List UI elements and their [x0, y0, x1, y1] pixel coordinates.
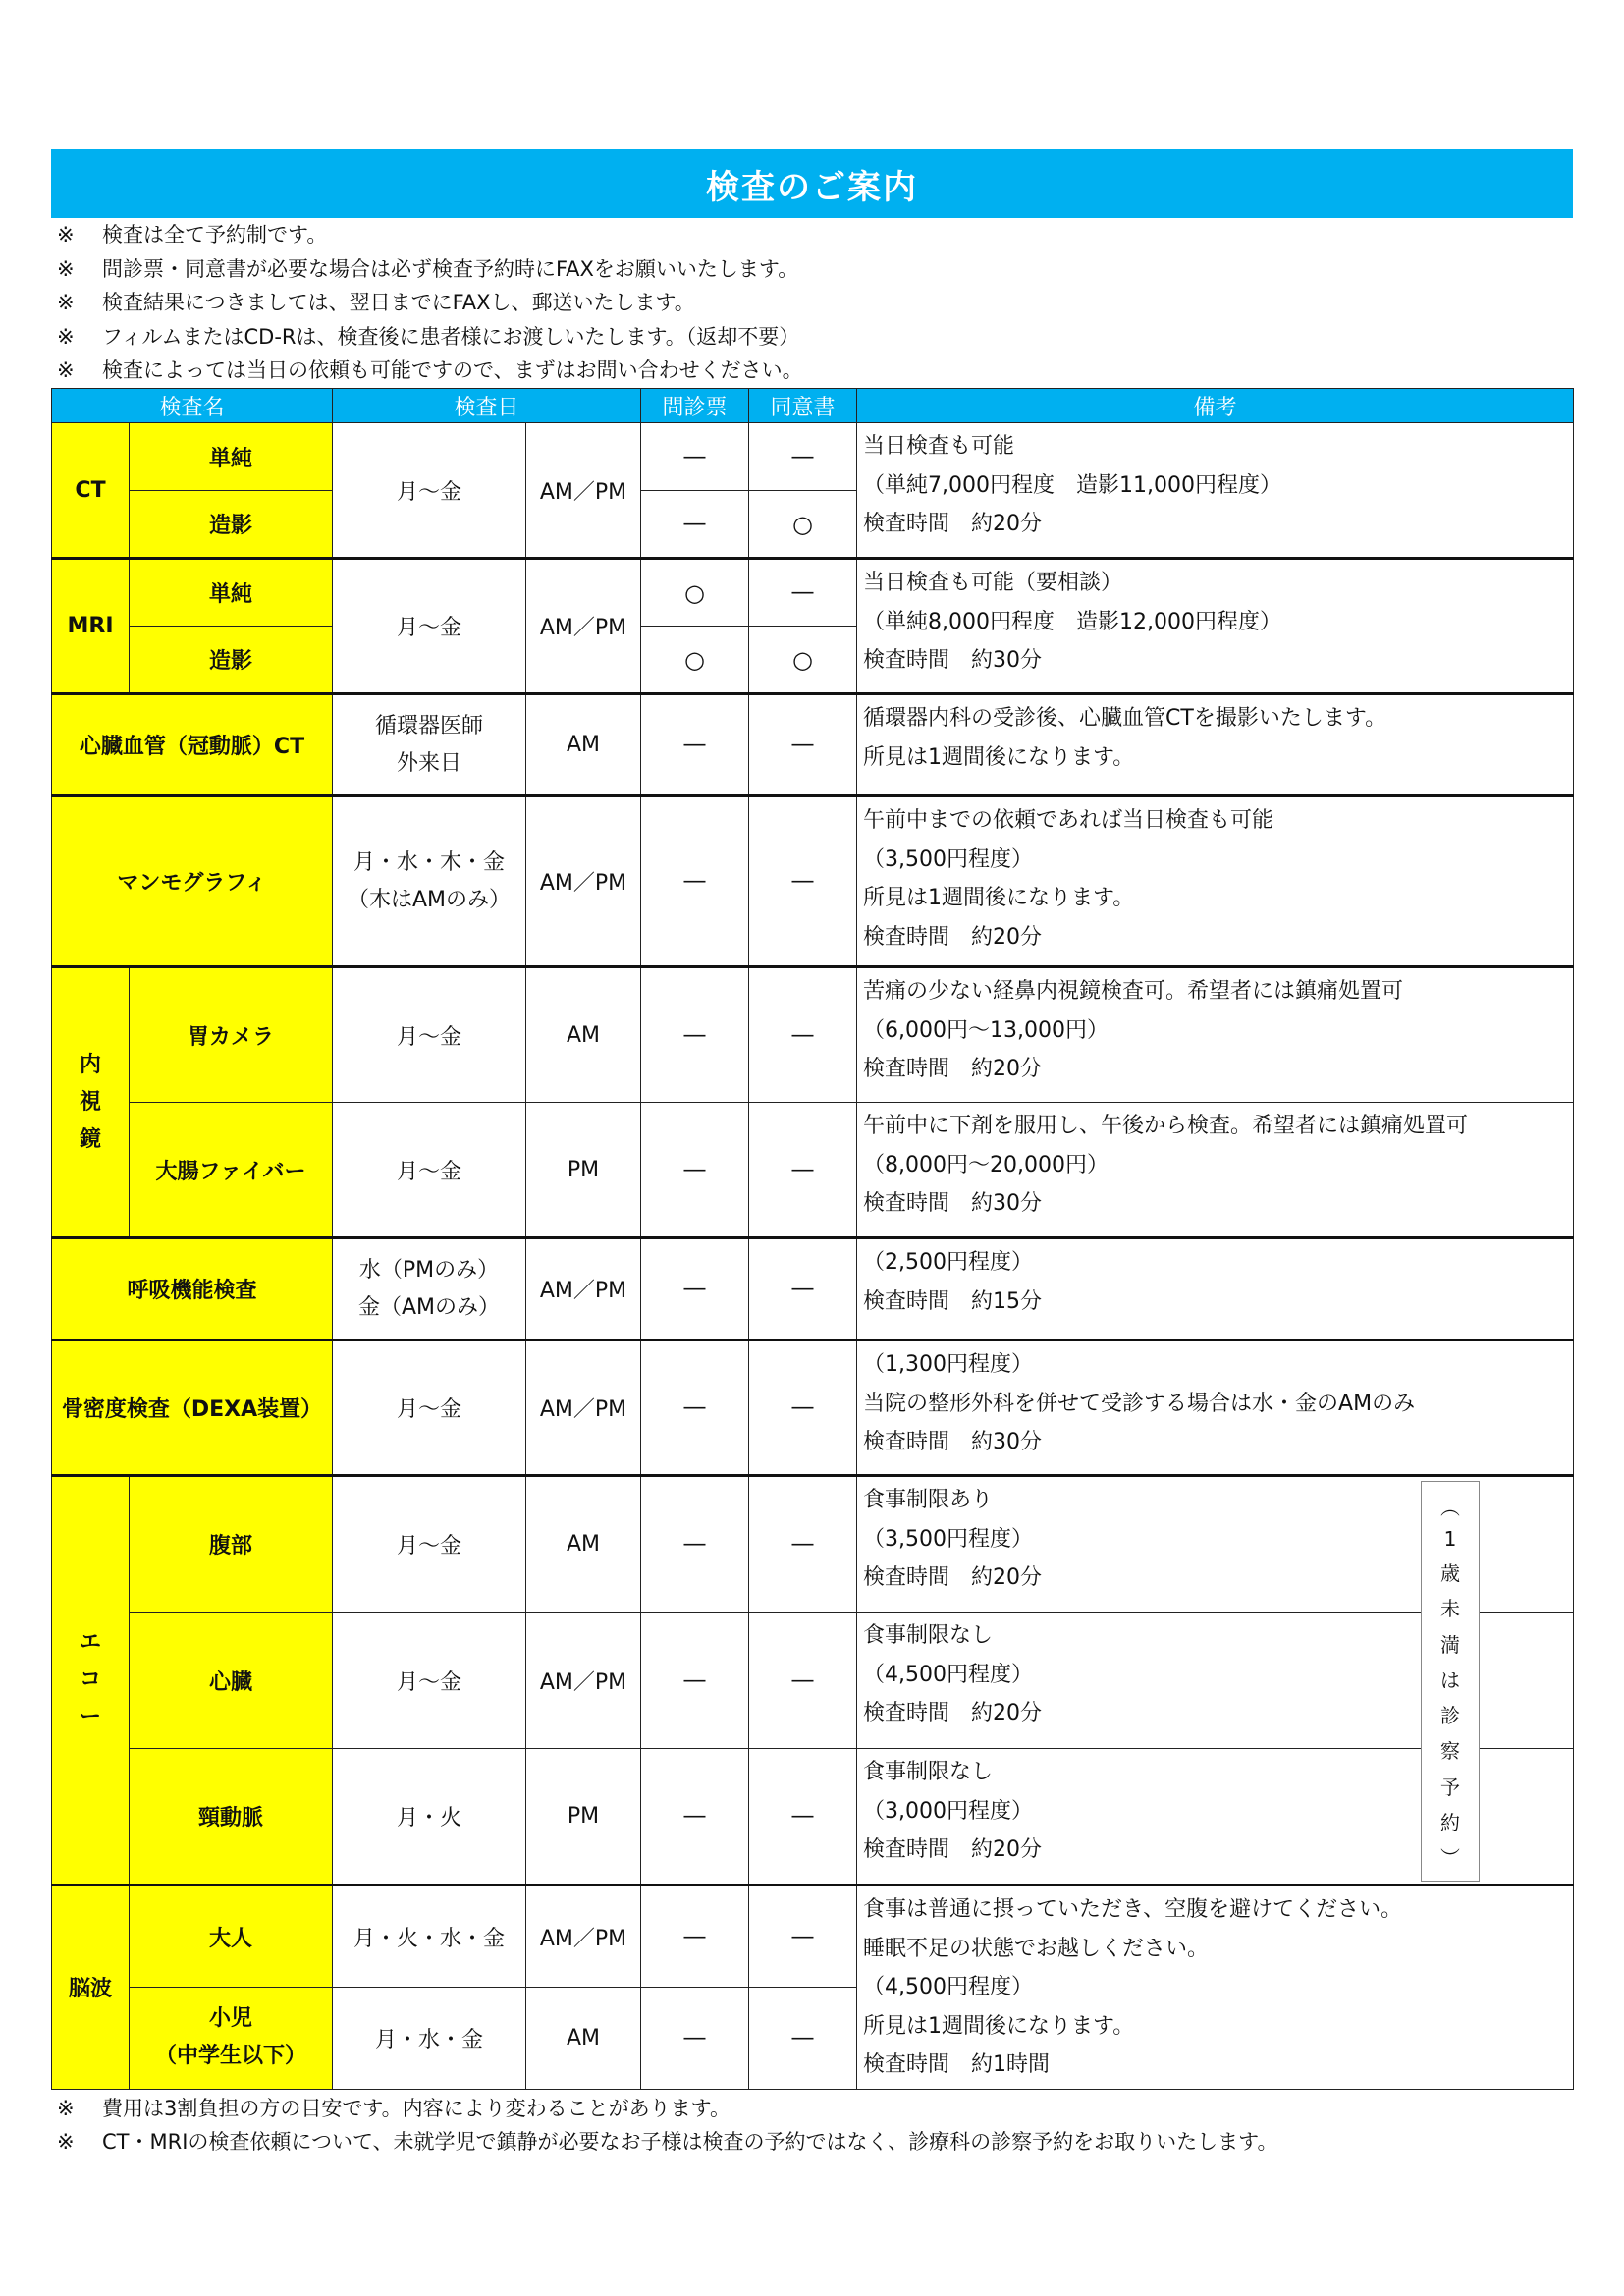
mri-contrast: 造影	[130, 627, 333, 694]
table-row	[52, 967, 1574, 1103]
table-row	[52, 1749, 1574, 1886]
echo-abdomen-name: 腹部	[130, 1476, 333, 1613]
cardiac-ct-remarks: 循環器内科の受診後、心臓血管CTを撮影いたします。 所見は1週間後になります。	[857, 694, 1574, 796]
note-item: ※ 検査結果につきましては、翌日までにFAXし、郵送いたします。	[57, 291, 695, 314]
eeg-child-time: AM	[526, 1988, 641, 2089]
mri-contrast-questionnaire: ○	[641, 627, 749, 694]
ct-time: AM／PM	[526, 423, 641, 559]
eeg-adult-consent: ―	[749, 1886, 857, 1988]
mammo-days: 月・水・木・金 （木はAMのみ）	[333, 796, 526, 967]
table-row	[52, 1340, 1574, 1476]
note-item: ※ 費用は3割負担の方の目安です。内容により変わることがあります。	[57, 2097, 731, 2120]
table-row	[52, 796, 1574, 967]
mri-contrast-consent: ○	[749, 627, 857, 694]
table-row	[52, 1886, 1574, 1988]
mammo-questionnaire: ―	[641, 796, 749, 967]
mri-time: AM／PM	[526, 559, 641, 694]
eeg-adult-name: 大人	[130, 1886, 333, 1988]
colon-name: 大腸ファイバー	[130, 1103, 333, 1238]
echo-heart-days: 月～金	[333, 1613, 526, 1749]
respiratory-questionnaire: ―	[641, 1238, 749, 1340]
echo-carotid-name: 頸動脈	[130, 1749, 333, 1886]
group-endoscopy: 内 視 鏡	[52, 967, 130, 1238]
table-row	[52, 423, 1574, 491]
ct-simple: 単純	[130, 423, 333, 491]
eeg-adult-questionnaire: ―	[641, 1886, 749, 1988]
cardiac-ct-questionnaire: ―	[641, 694, 749, 796]
ct-contrast-questionnaire: ―	[641, 491, 749, 559]
echo-abdomen-remarks: 食事制限あり （3,500円程度） 検査時間 約20分	[857, 1476, 1574, 1613]
gastro-time: AM	[526, 967, 641, 1103]
cardiac-ct-time: AM	[526, 694, 641, 796]
echo-abdomen-days: 月～金	[333, 1476, 526, 1613]
gastro-remarks: 苦痛の少ない経鼻内視鏡検査可。希望者には鎮痛処置可 （6,000円～13,000円） 検査時間 約20分	[857, 967, 1574, 1103]
respiratory-name: 呼吸機能検査	[52, 1238, 333, 1340]
bone-consent: ―	[749, 1340, 857, 1476]
echo-abdomen-questionnaire: ―	[641, 1476, 749, 1613]
echo-carotid-questionnaire: ―	[641, 1749, 749, 1886]
note-item: ※ フィルムまたはCD-Rは、検査後に患者様にお渡しいたします。（返却不要）	[57, 324, 800, 349]
ct-simple-questionnaire: ―	[641, 423, 749, 491]
echo-heart-consent: ―	[749, 1613, 857, 1749]
ct-contrast: 造影	[130, 491, 333, 559]
header-questionnaire: 問診票	[641, 389, 749, 423]
note-item: ※ 検査によっては当日の依頼も可能ですので、まずはお問い合わせください。	[57, 358, 803, 382]
page-title: 検査のご案内	[51, 149, 1573, 218]
echo-carotid-days: 月・火	[333, 1749, 526, 1886]
note-item: ※ 問診票・同意書が必要な場合は必ず検査予約時にFAXをお願いいたします。	[57, 256, 799, 281]
bone-days: 月～金	[333, 1340, 526, 1476]
mammo-remarks: 午前中までの依頼であれば当日検査も可能 （3,500円程度） 所見は1週間後になります。 検査時間 約20分	[857, 796, 1574, 967]
ct-days: 月～金	[333, 423, 526, 559]
bone-remarks: （1,300円程度） 当院の整形外科を併せて受診する場合は水・金のAMのみ 検査時間 約30分	[857, 1340, 1574, 1476]
group-eeg: 脳波	[52, 1886, 130, 2090]
mammo-consent: ―	[749, 796, 857, 967]
group-echo: エ コ ー	[52, 1476, 130, 1886]
group-mri: MRI	[52, 559, 130, 694]
colon-consent: ―	[749, 1103, 857, 1238]
echo-carotid-time: PM	[526, 1749, 641, 1886]
table-row	[52, 1476, 1574, 1613]
echo-heart-remarks: 食事制限なし （4,500円程度） 検査時間 約20分	[857, 1613, 1574, 1749]
cardiac-ct-consent: ―	[749, 694, 857, 796]
colon-questionnaire: ―	[641, 1103, 749, 1238]
eeg-adult-days: 月・火・水・金	[333, 1886, 526, 1988]
echo-abdomen-time: AM	[526, 1476, 641, 1613]
bone-name: 骨密度検査（DEXA装置）	[52, 1340, 333, 1476]
cardiac-ct-name: 心臓血管（冠動脈）CT	[52, 694, 333, 796]
header-exam-date: 検査日	[333, 389, 641, 423]
table-row	[52, 1103, 1574, 1238]
header-exam-name: 検査名	[52, 389, 333, 423]
respiratory-days: 水（PMのみ） 金（AMのみ）	[333, 1238, 526, 1340]
echo-age-note: ︵ 1 歳 未 満 は 診 察 予 約 ︶	[1421, 1481, 1480, 1882]
ct-contrast-consent: ○	[749, 491, 857, 559]
colon-days: 月～金	[333, 1103, 526, 1238]
gastro-name: 胃カメラ	[130, 967, 333, 1103]
echo-heart-name: 心臓	[130, 1613, 333, 1749]
echo-heart-time: AM／PM	[526, 1613, 641, 1749]
table-row	[52, 694, 1574, 796]
eeg-child-name: 小児 （中学生以下）	[130, 1988, 333, 2089]
footer-notes	[57, 2092, 1589, 2159]
eeg-adult-time: AM／PM	[526, 1886, 641, 1988]
eeg-remarks: 食事は普通に摂っていただき、空腹を避けてください。 睡眠不足の状態でお越しください。 （4,500円程度） 所見は1週間後になります。 検査時間 約1時間	[857, 1886, 1574, 2090]
echo-carotid-consent: ―	[749, 1749, 857, 1886]
table-header-row	[52, 389, 1574, 423]
respiratory-remarks: （2,500円程度） 検査時間 約15分	[857, 1238, 1574, 1340]
gastro-consent: ―	[749, 967, 857, 1103]
note-item: ※ 検査は全て予約制です。	[57, 223, 328, 246]
respiratory-consent: ―	[749, 1238, 857, 1340]
ct-remarks: 当日検査も可能 （単純7,000円程度 造影11,000円程度） 検査時間 約20分	[857, 423, 1574, 559]
exam-table	[51, 388, 1574, 2090]
ct-simple-consent: ―	[749, 423, 857, 491]
bone-time: AM／PM	[526, 1340, 641, 1476]
eeg-child-questionnaire: ―	[641, 1988, 749, 2089]
header-remarks: 備考	[857, 389, 1574, 423]
table-row	[52, 1238, 1574, 1340]
mri-remarks: 当日検査も可能（要相談） （単純8,000円程度 造影12,000円程度） 検査時間 約30分	[857, 559, 1574, 694]
respiratory-time: AM／PM	[526, 1238, 641, 1340]
mri-days: 月～金	[333, 559, 526, 694]
echo-abdomen-consent: ―	[749, 1476, 857, 1613]
gastro-days: 月～金	[333, 967, 526, 1103]
echo-carotid-remarks: 食事制限なし （3,000円程度） 検査時間 約20分	[857, 1749, 1574, 1886]
bone-questionnaire: ―	[641, 1340, 749, 1476]
echo-heart-questionnaire: ―	[641, 1613, 749, 1749]
table-row	[52, 1613, 1574, 1749]
intro-notes	[57, 218, 1569, 388]
mammo-time: AM／PM	[526, 796, 641, 967]
group-ct: CT	[52, 423, 130, 559]
colon-remarks: 午前中に下剤を服用し、午後から検査。希望者には鎮痛処置可 （8,000円～20,000円） 検査時間 約30分	[857, 1103, 1574, 1238]
mri-simple-consent: ―	[749, 559, 857, 627]
mri-simple: 単純	[130, 559, 333, 627]
eeg-child-consent: ―	[749, 1988, 857, 2089]
note-item: ※ CT・MRIの検査依頼について、未就学児で鎮静が必要なお子様は検査の予約ではなく、診療科の診察予約をお取りいたします。	[57, 2130, 1278, 2154]
table-row	[52, 559, 1574, 627]
header-consent: 同意書	[749, 389, 857, 423]
colon-time: PM	[526, 1103, 641, 1238]
eeg-child-days: 月・水・金	[333, 1988, 526, 2089]
mammo-name: マンモグラフィ	[52, 796, 333, 967]
cardiac-ct-days: 循環器医師 外来日	[333, 694, 526, 796]
mri-simple-questionnaire: ○	[641, 559, 749, 627]
gastro-questionnaire: ―	[641, 967, 749, 1103]
